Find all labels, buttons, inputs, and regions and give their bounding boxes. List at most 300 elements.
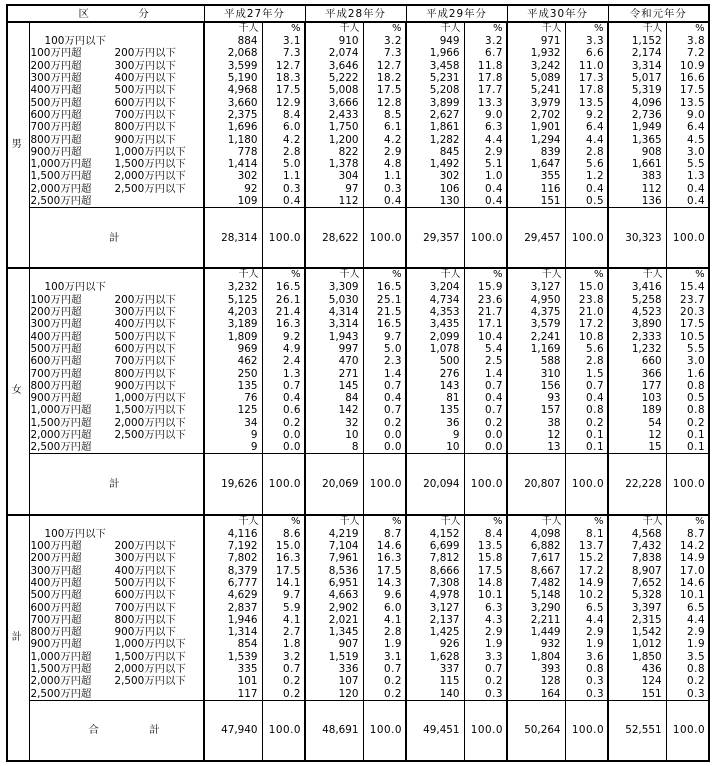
people-count: 130 [406, 195, 464, 208]
people-count: 81 [406, 392, 464, 404]
share-percent: 0.0 [464, 429, 507, 441]
bracket-lower: 900万円超 [30, 638, 82, 651]
bracket-lower: 300万円超 [30, 72, 82, 85]
share-percent: 0.4 [666, 195, 709, 208]
people-count: 250 [204, 367, 262, 379]
share-percent: 8.5 [363, 109, 406, 121]
share-percent: 6.4 [666, 121, 709, 133]
people-count: 8,379 [204, 565, 262, 577]
share-percent: 0.2 [363, 417, 406, 429]
people-count: 4,950 [507, 294, 565, 306]
people-count: 1,850 [608, 651, 666, 663]
share-percent: 0.8 [666, 663, 709, 675]
income-bracket [29, 195, 204, 208]
people-count: 136 [608, 195, 666, 208]
people-count: 1,365 [608, 133, 666, 145]
share-percent: 12.7 [363, 60, 406, 72]
people-count: 5,089 [507, 72, 565, 84]
share-percent: 11.8 [464, 60, 507, 72]
people-count: 1,661 [608, 158, 666, 170]
group-label: 計 [7, 515, 29, 761]
share-percent: 0.2 [666, 417, 709, 429]
total-label [29, 700, 204, 761]
people-count: 2,315 [608, 614, 666, 626]
share-percent: 21.4 [262, 306, 305, 318]
income-bracket [29, 331, 204, 343]
people-count: 124 [608, 675, 666, 687]
people-count: 336 [305, 663, 363, 675]
unit-value: 千人 [507, 22, 565, 35]
people-count: 271 [305, 367, 363, 379]
year-header: 平成28年分 [305, 5, 406, 22]
share-percent: 10.5 [666, 331, 709, 343]
income-bracket [29, 601, 204, 613]
bracket-lower: 600万円超 [30, 355, 82, 368]
people-count: 969 [204, 343, 262, 355]
people-count: 1,314 [204, 626, 262, 638]
unit-pct: % [363, 268, 406, 281]
people-count: 3,660 [204, 96, 262, 108]
share-percent: 2.9 [565, 626, 608, 638]
total-count: 22,228 [608, 454, 666, 515]
share-percent: 4.9 [262, 343, 305, 355]
income-bracket [29, 528, 204, 540]
share-percent: 8.6 [262, 528, 305, 540]
people-count: 3,314 [305, 318, 363, 330]
unit-pct: % [262, 22, 305, 35]
bracket-upper: 400万円以下 [114, 318, 176, 331]
table-row [7, 306, 709, 318]
share-percent: 0.2 [464, 675, 507, 687]
bracket-lower: 300万円超 [30, 564, 82, 577]
unit-row [7, 515, 709, 528]
share-percent: 1.2 [565, 170, 608, 182]
people-count: 3,899 [406, 96, 464, 108]
bracket-upper: 500万円以下 [114, 576, 176, 589]
income-bracket [29, 589, 204, 601]
share-percent: 26.1 [262, 294, 305, 306]
income-distribution-table [6, 4, 710, 762]
share-percent: 15.2 [565, 552, 608, 564]
unit-pct: % [262, 268, 305, 281]
bracket-upper: 600万円以下 [114, 342, 176, 355]
share-percent: 16.5 [363, 281, 406, 293]
share-percent: 6.3 [464, 121, 507, 133]
people-count: 1,943 [305, 331, 363, 343]
unit-value: 千人 [608, 515, 666, 528]
people-count: 9 [204, 441, 262, 454]
table-row [7, 96, 709, 108]
total-percent: 100.0 [363, 454, 406, 515]
unit-value: 千人 [204, 515, 262, 528]
category-header-left: 区 [78, 7, 89, 20]
people-count: 3,309 [305, 281, 363, 293]
bracket-lower: 2,500万円超 [30, 441, 92, 454]
people-count: 2,174 [608, 47, 666, 59]
people-count: 910 [305, 35, 363, 47]
unit-pct: % [565, 268, 608, 281]
table-row [7, 638, 709, 650]
unit-value: 千人 [507, 268, 565, 281]
people-count: 34 [204, 417, 262, 429]
share-percent: 21.0 [565, 306, 608, 318]
people-count: 112 [608, 183, 666, 195]
income-bracket [29, 294, 204, 306]
income-bracket [29, 417, 204, 429]
people-count: 1,901 [507, 121, 565, 133]
total-count: 28,622 [305, 208, 363, 269]
people-count: 142 [305, 404, 363, 416]
share-percent: 12.9 [262, 96, 305, 108]
people-count: 135 [204, 380, 262, 392]
people-count: 3,204 [406, 281, 464, 293]
people-count: 143 [406, 380, 464, 392]
people-count: 1,932 [507, 47, 565, 59]
share-percent: 2.4 [262, 355, 305, 367]
people-count: 3,646 [305, 60, 363, 72]
total-count: 19,626 [204, 454, 262, 515]
bracket-upper: 2,000万円以下 [114, 416, 186, 429]
bracket-upper: 600万円以下 [114, 96, 176, 109]
total-count: 47,940 [204, 700, 262, 761]
people-count: 9 [204, 429, 262, 441]
share-percent: 0.8 [666, 380, 709, 392]
people-count: 7,812 [406, 552, 464, 564]
bracket-lower: 100万円以下 [44, 527, 106, 540]
income-bracket [29, 121, 204, 133]
share-percent: 18.2 [363, 72, 406, 84]
share-percent: 4.4 [565, 133, 608, 145]
unit-value: 千人 [305, 515, 363, 528]
table-row [7, 552, 709, 564]
people-count: 2,433 [305, 109, 363, 121]
people-count: 1,647 [507, 158, 565, 170]
people-count: 5,319 [608, 84, 666, 96]
people-count: 177 [608, 380, 666, 392]
table-row [7, 614, 709, 626]
share-percent: 1.4 [464, 367, 507, 379]
share-percent: 6.5 [565, 601, 608, 613]
bracket-upper: 500万円以下 [114, 330, 176, 343]
total-count: 20,069 [305, 454, 363, 515]
people-count: 2,211 [507, 614, 565, 626]
share-percent: 20.3 [666, 306, 709, 318]
total-percent: 100.0 [464, 700, 507, 761]
income-bracket [29, 552, 204, 564]
table-row [7, 331, 709, 343]
total-count: 52,551 [608, 700, 666, 761]
share-percent: 2.3 [363, 355, 406, 367]
share-percent: 16.3 [363, 552, 406, 564]
people-count: 839 [507, 146, 565, 158]
people-count: 5,328 [608, 589, 666, 601]
bracket-upper: 2,500万円以下 [114, 182, 186, 195]
share-percent: 10.8 [565, 331, 608, 343]
people-count: 932 [507, 638, 565, 650]
bracket-lower: 600万円超 [30, 601, 82, 614]
share-percent: 9.2 [565, 109, 608, 121]
share-percent: 0.3 [565, 688, 608, 701]
people-count: 5,208 [406, 84, 464, 96]
people-count: 845 [406, 146, 464, 158]
people-count: 10 [406, 441, 464, 454]
people-count: 1,539 [204, 651, 262, 663]
people-count: 1,078 [406, 343, 464, 355]
table-row [7, 133, 709, 145]
people-count: 1,200 [305, 133, 363, 145]
share-percent: 0.3 [464, 688, 507, 701]
people-count: 926 [406, 638, 464, 650]
share-percent: 10.9 [666, 60, 709, 72]
share-percent: 16.3 [262, 318, 305, 330]
bracket-lower: 800万円超 [30, 133, 82, 146]
table-row [7, 72, 709, 84]
people-count: 8,907 [608, 565, 666, 577]
people-count: 310 [507, 367, 565, 379]
table-row [7, 392, 709, 404]
people-count: 971 [507, 35, 565, 47]
income-bracket [29, 404, 204, 416]
share-percent: 8.4 [262, 109, 305, 121]
total-label-part: 合 [88, 724, 99, 737]
people-count: 2,021 [305, 614, 363, 626]
people-count: 101 [204, 675, 262, 687]
share-percent: 14.6 [666, 577, 709, 589]
share-percent: 17.5 [363, 84, 406, 96]
unit-value: 千人 [204, 268, 262, 281]
share-percent: 13.3 [464, 96, 507, 108]
people-count: 2,074 [305, 47, 363, 59]
bracket-lower: 100万円以下 [44, 281, 106, 294]
unit-spacer [29, 22, 204, 35]
share-percent: 0.2 [262, 417, 305, 429]
people-count: 1,750 [305, 121, 363, 133]
share-percent: 0.4 [464, 183, 507, 195]
share-percent: 5.4 [464, 343, 507, 355]
table-row [7, 158, 709, 170]
income-bracket [29, 392, 204, 404]
share-percent: 9.0 [666, 109, 709, 121]
people-count: 907 [305, 638, 363, 650]
share-percent: 9.0 [464, 109, 507, 121]
unit-pct: % [565, 515, 608, 528]
people-count: 92 [204, 183, 262, 195]
people-count: 3,979 [507, 96, 565, 108]
total-percent: 100.0 [363, 208, 406, 269]
share-percent: 13.5 [464, 540, 507, 552]
table-row [7, 528, 709, 540]
share-percent: 1.9 [565, 638, 608, 650]
people-count: 302 [406, 170, 464, 182]
year-header: 平成29年分 [406, 5, 507, 22]
bracket-lower: 700万円超 [30, 367, 82, 380]
table-row [7, 146, 709, 158]
table-row [7, 589, 709, 601]
unit-value: 千人 [507, 515, 565, 528]
income-bracket [29, 675, 204, 687]
share-percent: 0.2 [363, 688, 406, 701]
people-count: 115 [406, 675, 464, 687]
income-bracket [29, 133, 204, 145]
share-percent: 14.9 [666, 552, 709, 564]
total-count: 48,691 [305, 700, 363, 761]
share-percent: 1.9 [666, 638, 709, 650]
year-header: 平成27年分 [204, 5, 305, 22]
people-count: 3,127 [507, 281, 565, 293]
people-count: 4,629 [204, 589, 262, 601]
bracket-lower: 200万円超 [30, 59, 82, 72]
table-row [7, 675, 709, 687]
people-count: 4,568 [608, 528, 666, 540]
share-percent: 5.5 [666, 158, 709, 170]
people-count: 2,137 [406, 614, 464, 626]
share-percent: 15.4 [666, 281, 709, 293]
income-bracket [29, 663, 204, 675]
share-percent: 0.5 [666, 392, 709, 404]
share-percent: 23.7 [666, 294, 709, 306]
table-row [7, 281, 709, 293]
table-row [7, 601, 709, 613]
people-count: 997 [305, 343, 363, 355]
people-count: 32 [305, 417, 363, 429]
people-count: 5,017 [608, 72, 666, 84]
people-count: 189 [608, 404, 666, 416]
people-count: 3,189 [204, 318, 262, 330]
bracket-lower: 100万円以下 [44, 35, 106, 48]
bracket-upper: 1,500万円以下 [114, 650, 186, 663]
people-count: 4,152 [406, 528, 464, 540]
share-percent: 21.7 [464, 306, 507, 318]
bracket-lower: 2,500万円超 [30, 687, 92, 700]
unit-pct: % [565, 22, 608, 35]
people-count: 588 [507, 355, 565, 367]
share-percent: 3.2 [363, 35, 406, 47]
people-count: 2,099 [406, 331, 464, 343]
income-bracket [29, 638, 204, 650]
share-percent: 17.5 [262, 565, 305, 577]
people-count: 54 [608, 417, 666, 429]
share-percent: 4.1 [363, 614, 406, 626]
share-percent: 16.5 [262, 281, 305, 293]
share-percent: 1.6 [666, 367, 709, 379]
share-percent: 14.1 [262, 577, 305, 589]
bracket-upper: 200万円以下 [114, 47, 176, 60]
people-count: 7,617 [507, 552, 565, 564]
table-row [7, 417, 709, 429]
people-count: 1,414 [204, 158, 262, 170]
people-count: 778 [204, 146, 262, 158]
bracket-lower: 1,000万円超 [30, 158, 92, 171]
people-count: 1,628 [406, 651, 464, 663]
income-bracket [29, 380, 204, 392]
bracket-upper: 1,000万円以下 [114, 638, 186, 651]
income-bracket [29, 146, 204, 158]
people-count: 117 [204, 688, 262, 701]
bracket-lower: 100万円超 [30, 293, 82, 306]
total-count: 28,314 [204, 208, 262, 269]
people-count: 1,378 [305, 158, 363, 170]
bracket-lower: 2,000万円超 [30, 675, 92, 688]
people-count: 3,599 [204, 60, 262, 72]
bracket-upper: 1,500万円以下 [114, 158, 186, 171]
people-count: 84 [305, 392, 363, 404]
share-percent: 17.1 [464, 318, 507, 330]
share-percent: 0.1 [666, 441, 709, 454]
income-bracket [29, 577, 204, 589]
people-count: 2,068 [204, 47, 262, 59]
people-count: 854 [204, 638, 262, 650]
share-percent: 1.1 [363, 170, 406, 182]
share-percent: 0.7 [565, 380, 608, 392]
share-percent: 4.2 [262, 133, 305, 145]
bracket-upper: 300万円以下 [114, 552, 176, 565]
bracket-upper: 200万円以下 [114, 540, 176, 553]
share-percent: 15.8 [464, 552, 507, 564]
share-percent: 0.7 [363, 404, 406, 416]
table-row [7, 195, 709, 208]
people-count: 5,148 [507, 589, 565, 601]
total-count: 20,807 [507, 454, 565, 515]
share-percent: 15.0 [262, 540, 305, 552]
share-percent: 2.9 [363, 146, 406, 158]
people-count: 462 [204, 355, 262, 367]
bracket-upper: 300万円以下 [114, 59, 176, 72]
people-count: 8,536 [305, 565, 363, 577]
people-count: 1,519 [305, 651, 363, 663]
people-count: 1,152 [608, 35, 666, 47]
share-percent: 9.7 [363, 331, 406, 343]
people-count: 1,804 [507, 651, 565, 663]
people-count: 3,397 [608, 601, 666, 613]
share-percent: 0.4 [262, 392, 305, 404]
share-percent: 3.1 [363, 651, 406, 663]
total-percent: 100.0 [363, 700, 406, 761]
share-percent: 10.2 [565, 589, 608, 601]
table-row [7, 540, 709, 552]
people-count: 4,203 [204, 306, 262, 318]
people-count: 1,012 [608, 638, 666, 650]
income-bracket [29, 158, 204, 170]
total-count: 29,357 [406, 208, 464, 269]
share-percent: 0.6 [262, 404, 305, 416]
people-count: 5,231 [406, 72, 464, 84]
share-percent: 6.0 [262, 121, 305, 133]
share-percent: 10.1 [464, 589, 507, 601]
share-percent: 0.4 [565, 392, 608, 404]
bracket-upper: 700万円以下 [114, 601, 176, 614]
bracket-upper: 2,000万円以下 [114, 170, 186, 183]
people-count: 1,966 [406, 47, 464, 59]
share-percent: 3.5 [666, 651, 709, 663]
bracket-upper: 900万円以下 [114, 626, 176, 639]
share-percent: 0.8 [666, 404, 709, 416]
unit-value: 千人 [608, 22, 666, 35]
share-percent: 3.3 [464, 651, 507, 663]
group-label: 女 [7, 268, 29, 514]
people-count: 3,435 [406, 318, 464, 330]
share-percent: 0.3 [262, 183, 305, 195]
people-count: 4,353 [406, 306, 464, 318]
people-count: 949 [406, 35, 464, 47]
total-label: 計 [29, 208, 204, 269]
share-percent: 5.0 [363, 343, 406, 355]
bracket-upper: 300万円以下 [114, 306, 176, 319]
bracket-upper: 800万円以下 [114, 367, 176, 380]
people-count: 97 [305, 183, 363, 195]
share-percent: 12.7 [262, 60, 305, 72]
share-percent: 25.1 [363, 294, 406, 306]
bracket-lower: 100万円超 [30, 540, 82, 553]
